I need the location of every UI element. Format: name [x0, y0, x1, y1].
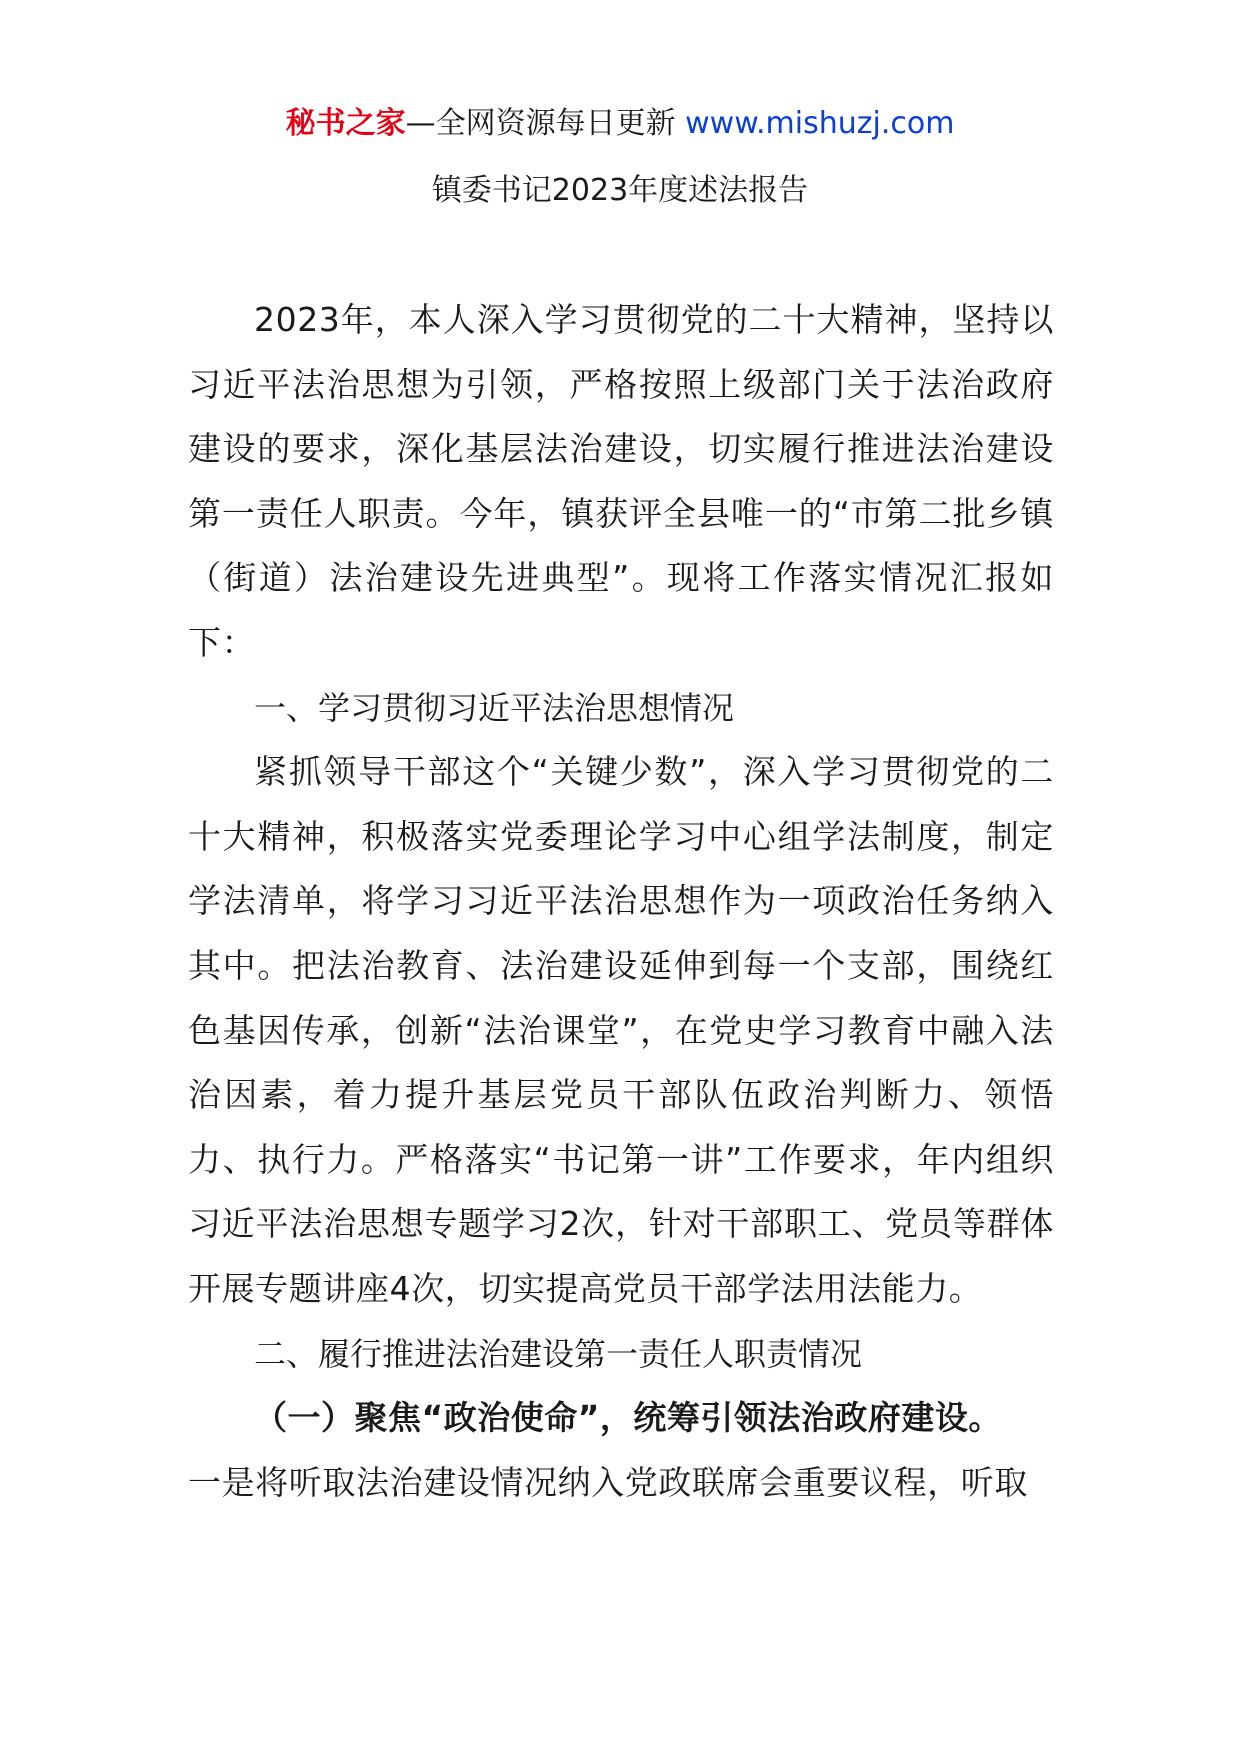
section-1-paragraph: 紧抓领导干部这个“关键少数”，深入学习贯彻党的二十大精神，积极落实党委理论学习中心组学法制度，制定学法清单，将学习习近平法治思想作为一项政治任务纳入其中。把法治教育、法治建设延伸到每一个支部，围绕红色基因传承，创新“法治课堂”，在党史学习教育中融入法治因素，着力提升基层党员干部队伍政治判断力、领悟力、执行力。严格落实“书记第一讲”工作要求，年内组织习近平法治思想专题学习2次，针对干部职工、党员等群体开展专题讲座4次，切实提高党员干部学法用法能力。: [188, 752, 1054, 1308]
document-body: [188, 288, 1054, 1515]
section-1-heading: 一、学习贯彻习近平法治思想情况: [254, 688, 735, 727]
section-2-sub-1-paragraph: 一是将听取法治建设情况纳入党政联席会重要议程，听取: [188, 1462, 1028, 1502]
intro-paragraph: 2023年，本人深入学习贯彻党的二十大精神，坚持以习近平法治思想为引领，严格按照上级部门关于法治政府建设的要求，深化基层法治建设，切实履行推进法治建设第一责任人职责。今年，镇获评全县唯一的“市第二批乡镇（街道）法治建设先进典型”。现将工作落实情况汇报如下：: [188, 300, 1054, 662]
brand-name: 秘书之家: [285, 106, 406, 141]
section-2-heading: 二、履行推进法治建设第一责任人职责情况: [254, 1334, 863, 1373]
site-url-link[interactable]: www.mishuzj.com: [685, 106, 955, 141]
site-header: [0, 98, 1240, 150]
section-2-subheading-1: （一）聚焦“政治使命”，统筹引领法治政府建设。: [254, 1398, 1002, 1438]
site-tagline: —全网资源每日更新: [405, 106, 686, 141]
document-title: 镇委书记2023年度述法报告: [431, 173, 809, 208]
